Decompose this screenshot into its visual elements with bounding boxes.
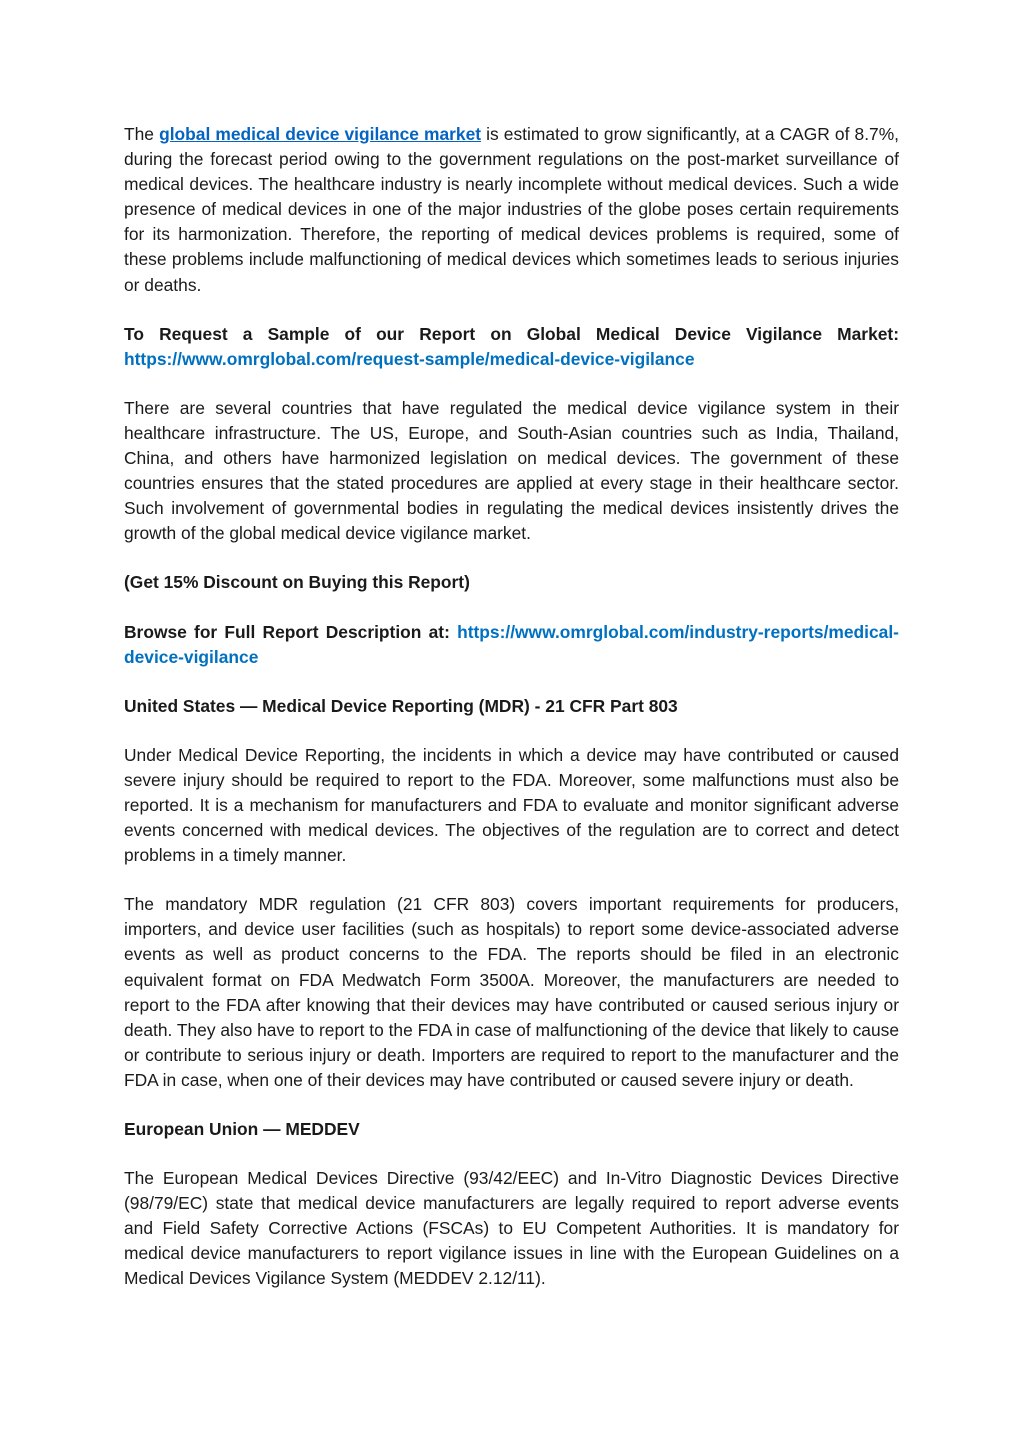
document-page [124,122,899,1316]
discount-text: (Get 15% Discount on Buying this Report) [124,572,470,593]
intro-prefix: The [124,124,160,144]
intro-suffix: is estimated to grow significantly, at a CAGR of 8.7%, during the forecast period owing to the government regulations on the post-market surveillance of medical devices. The healthcare industry is nearly incomplete without medical devices. Such a wide presence of medical devices in one of the major industries of the globe poses certain requirements for its harmonization. Therefore, the reporting of medical devices problems is required, some of these problems include malfunctioning of medical devices which sometimes leads to serious injuries or deaths. [124,124,899,295]
browse-paragraph [124,620,899,670]
sample-request-link[interactable]: https://www.omrglobal.com/request-sample/medical-device-vigilance [124,348,695,369]
us-paragraph-1: Under Medical Device Reporting, the incidents in which a device may have contributed or caused severe injury should be required to report to the FDA. Moreover, some malfunctions must also be reported. It is a mechanism for manufacturers and FDA to evaluate and monitor significant adverse events concerned with medical devices. The objectives of the regulation are to correct and detect problems in a timely manner. [124,744,899,866]
sample-request-label: To Request a Sample of our Report on Global Medical Device Vigilance Market: [124,323,899,344]
market-link[interactable]: global medical device vigilance market [159,124,482,144]
eu-paragraph-1: The European Medical Devices Directive (93/42/EEC) and In-Vitro Diagnostic Devices Directive (98/79/EC) state that medical device manufacturers are legally required to report adverse events and Field Safety Corrective Actions (FSCAs) to EU Competent Authorities. It is mandatory for medical device manufacturers to report vigilance issues in line with the European Guidelines on a Medical Devices Vigilance System (MEDDEV 2.12/11). [124,1168,899,1289]
eu-section-heading: European Union — MEDDEV [124,1119,360,1139]
us-paragraph-2: The mandatory MDR regulation (21 CFR 803) covers important requirements for producers, importers, and device user facilities (such as hospitals) to report some device-associated adverse events as well as product concerns to the FDA. The reports should be filed in an electronic equivalent format on FDA Medwatch Form 3500A. Moreover, the manufacturers are needed to report to the FDA after knowing that their devices may have contributed or caused serious injury or death. They also have to report to the FDA in case of malfunctioning of the device that likely to cause or contribute to serious injury or death. Importers are required to report to the manufacturer and the FDA in case, when one of their devices may have contributed or caused severe injury or death. [124,894,899,1090]
sample-request-paragraph [124,322,899,372]
browse-link[interactable]: https://www.omrglobal.com/industry-reports/medical-device-vigilance [124,621,899,667]
countries-paragraph: There are several countries that have regulated the medical device vigilance system in their healthcare infrastructure. The US, Europe, and South-Asian countries such as India, Thailand, China, and others have harmonized legislation on medical devices. The government of these countries ensures that the stated procedures are applied at every stage in their healthcare sector. Such involvement of governmental bodies in regulating the medical devices insistently drives the growth of the global medical device vigilance market. [124,397,899,544]
intro-paragraph [124,122,899,298]
browse-label: Browse for Full Report Description at: [124,621,450,642]
us-section-heading: United States — Medical Device Reporting (MDR) - 21 CFR Part 803 [124,695,678,716]
